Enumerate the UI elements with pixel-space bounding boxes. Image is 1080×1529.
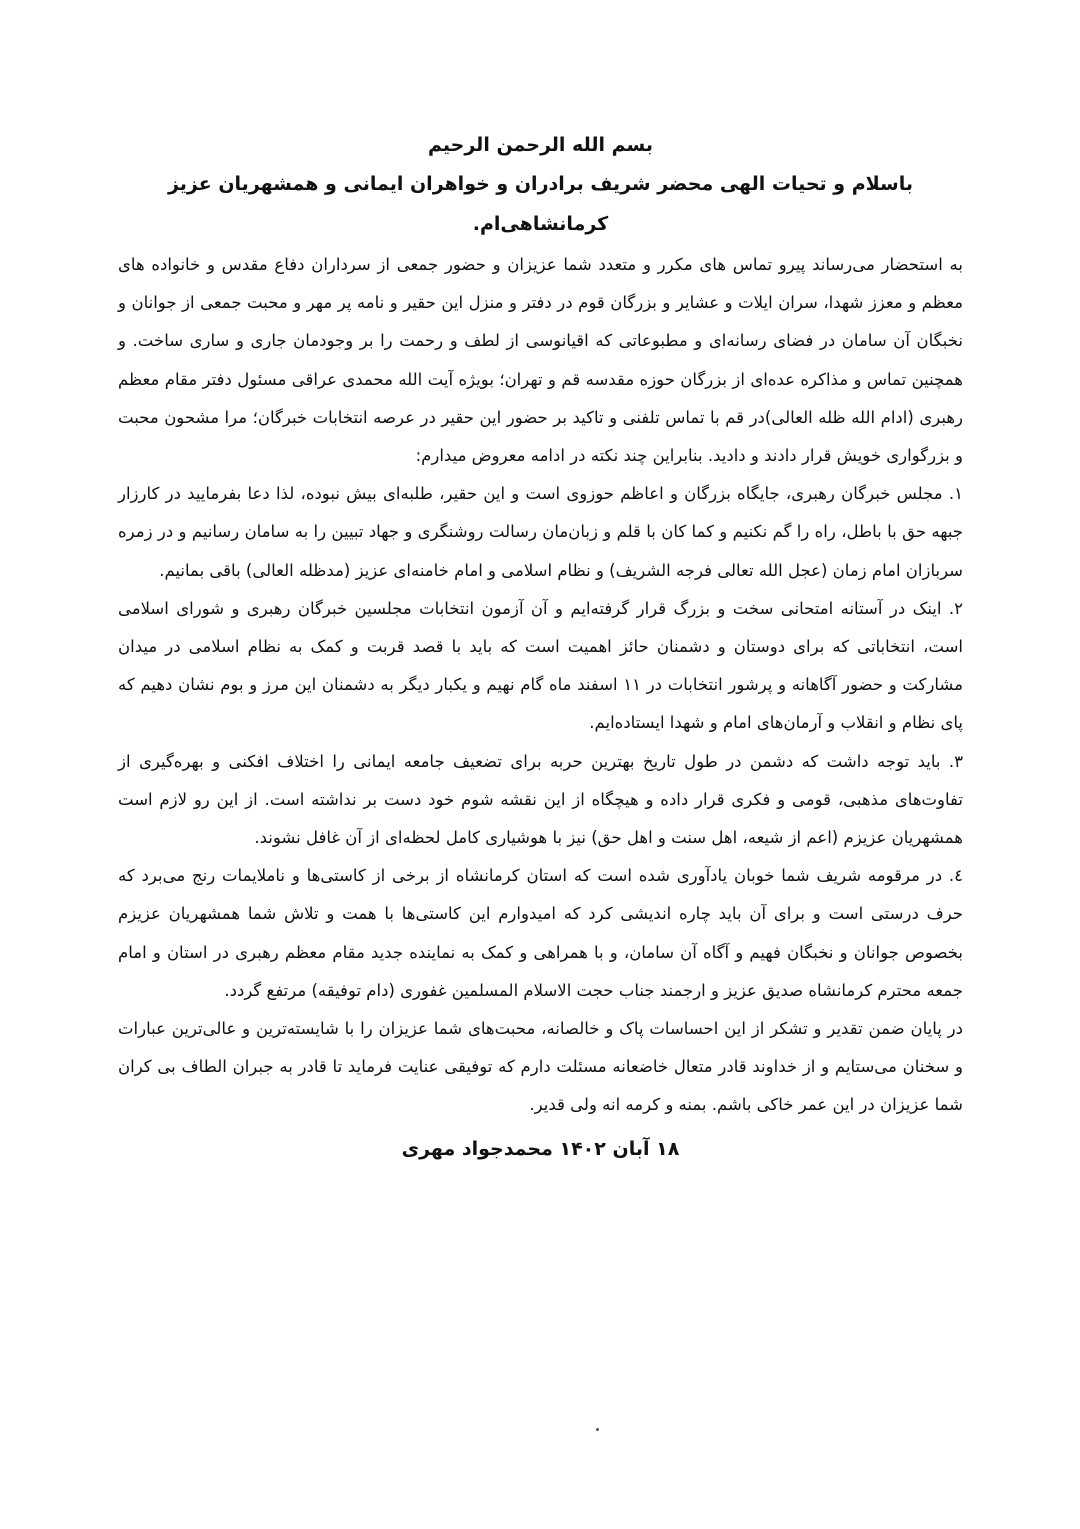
point-2-paragraph: ۲. اینک در آستانه امتحانی سخت و بزرگ قرار گرفته‌ایم و آن آزمون انتخابات مجلسین خبرگان رهبری و شورای اسلامی است، انتخاباتی که برای دوستان و دشمنان حائز اهمیت است که باید با قصد قربت و کمک به نظام اسلامی در میدان مشارکت و حضور آگاهانه و پرشور انتخابات در ۱۱ اسفند ماه گام نهیم و یکبار دیگر به دشمنان این مرز و بوم نشان دهیم که پای نظام و انقلاب و آرمان‌های امام و شهدا ایستاده‌ایم. bbox=[118, 598, 963, 733]
salutation-line: باسلام و تحیات الهی محضر شریف برادران و خواهران ایمانی و همشهریان عزیز کرمانشاهی‌ام. bbox=[167, 173, 914, 235]
signature-date-line: ۱۸ آبان ۱۴۰۲ محمدجواد مهری bbox=[401, 1137, 680, 1160]
point-4-paragraph: ٤. در مرقومه شریف شما خوبان یادآوری شده است که استان کرمانشاه از برخی از کاستی‌ها و ناملایمات رنج می‌برد که حرف درستی است و برای آن باید چاره اندیشی کرد که امیدوارم این کاستی‌ها با همت و تلاش شما همشهریان عزیزم بخصوص جوانان و نخبگان فهیم و آگاه آن سامان، و با همراهی و کمک به نماینده جدید مقام معظم رهبری در استان و امام جمعه محترم کرمانشاه صدیق عزیز و ارجمند جناب حجت الاسلام المسلمین غفوری (دام توفیقه) مرتفع گردد. bbox=[118, 866, 963, 1000]
point-1-paragraph: ۱. مجلس خبرگان رهبری، جایگاه بزرگان و اعاظم حوزوی است و این حقیر، طلبه‌ای بیش نبوده، لذا دعا بفرمایید در کارزار جبهه حق با باطل، راه را گم نکنیم و کما کان با قلم و زبان‌مان رسالت روشنگری و جهاد تبیین را به سامان رسانیم و در زمره سربازان امام زمان (عجل الله تعالی فرجه الشریف) و نظام اسلامی و امام خامنه‌ای عزیز (مدظله العالی) باقی بمانیم. bbox=[118, 484, 963, 580]
bismillah-heading: بسم الله الرحمن الرحیم bbox=[428, 134, 653, 156]
letter-body bbox=[118, 126, 963, 1169]
intro-paragraph: به استحضار می‌رساند پیرو تماس های مکرر و متعدد شما عزیزان و حضور جمعی از سرداران دفاع مقدس و خانواده های معظم و معزز شهدا، سران ایلات و عشایر و بزرگان قوم در دفتر و منزل این حقیر و نامه پر مهر و محبت جمعی از جوانان و نخبگان آن سامان در فضای رسانه‌ای و مطبوعاتی که اقیانوسی از لطف و رحمت را بر وجودمان جاری و ساری ساخت. و همچنین تماس و مذاکره عده‌ای از بزرگان حوزه مقدسه قم و تهران؛ بویژه آیت الله محمدی عراقی مسئول دفتر مقام معظم رهبری (ادام الله ظله العالی)در قم با تماس تلفنی و تاکید بر حضور این حقیر در عرصه انتخابات خبرگان؛ مرا مشحون محبت و بزرگواری خویش قرار دادند و دادید. بنابراین چند نکته در ادامه معروض میدارم: bbox=[118, 255, 963, 466]
closing-paragraph: در پایان ضمن تقدیر و تشکر از این احساسات پاک و خالصانه، محبت‌های شما عزیزان را با شایسته‌ترین و عالی‌ترین عبارات و سخنان می‌ستایم و از خداوند قادر متعال خاضعانه مسئلت دارم که توفیقی عنایت فرماید تا قادر به جبران الطاف بی کران شما عزیزان در این عمر خاکی باشم. بمنه و کرمه انه ولی قدیر. bbox=[118, 1019, 963, 1115]
point-3-paragraph: ۳. باید توجه داشت که دشمن در طول تاریخ بهترین حربه برای تضعیف جامعه ایمانی را اختلاف افکنی و بهره‌گیری از تفاوت‌های مذهبی، قومی و فکری قرار داده و هیچگاه از این نقشه شوم خود دست بر نداشته است. از این رو لازم است همشهریان عزیزم (اعم از شیعه، اهل سنت و اهل حق) نیز با هوشیاری کامل لحظه‌ای از آن غافل نشوند. bbox=[118, 751, 963, 848]
page-dot-mark bbox=[596, 1428, 599, 1431]
